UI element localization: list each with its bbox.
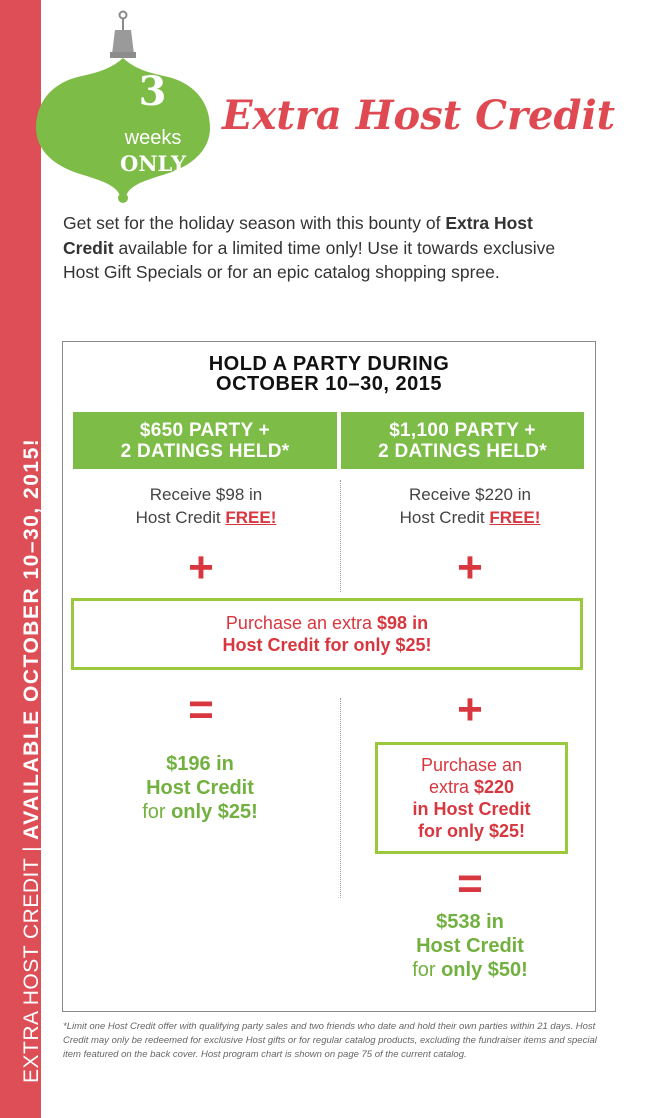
free-label: FREE! [225, 508, 277, 527]
sidebar-vertical-text [20, 438, 44, 1083]
result-line2: Host Credit [416, 935, 524, 957]
ornament-weeks: weeks [124, 127, 182, 149]
plus-icon: + [188, 543, 214, 592]
right-offer-line2: extra $220 [428, 777, 515, 797]
column-divider [340, 698, 341, 898]
sidebar-separator: | [20, 845, 43, 852]
intro-text-after: available for a limited time only! Use it towards exclusive Host Gift Specials or for an epic catalog shopping spree. [63, 237, 556, 282]
column-divider [340, 480, 341, 592]
tier-header-650 [73, 412, 337, 469]
right-offer-line4: for only $25! [417, 821, 526, 841]
sidebar-thin-text: EXTRA HOST CREDIT [20, 857, 43, 1083]
headline: Extra Host Credit [222, 92, 616, 139]
right-offer-line1: Purchase an [420, 755, 523, 775]
left-result [100, 752, 300, 824]
right-result [370, 910, 570, 982]
tier-header-line1: $650 PARTY + [139, 419, 271, 441]
intro-text-before: Get set for the holiday season with this bounty of [63, 213, 441, 233]
tier-header-line2: 2 DATINGS HELD* [378, 440, 547, 462]
ornament-only: ONLY [120, 151, 186, 176]
receive-line1: Receive $220 in [409, 485, 531, 504]
result-line3: for only $50! [412, 959, 528, 981]
tier-header-1100 [341, 412, 584, 469]
receive-line1: Receive $98 in [149, 485, 263, 504]
equals-icon: = [457, 859, 483, 908]
receive-text-left [91, 483, 321, 529]
offer-title-line2: OCTOBER 10–30, 2015 [216, 373, 442, 395]
intro-text-bold: Extra Host Credit [63, 213, 533, 258]
intro-paragraph [63, 211, 583, 285]
ornament-number: 3 [138, 68, 167, 115]
shared-offer-line2: Host Credit for only $25! [222, 635, 432, 655]
ornament-badge [30, 10, 215, 206]
receive-line2: Host Credit FREE! [399, 508, 541, 527]
shared-offer-line1: Purchase an extra $98 in [225, 613, 429, 633]
right-offer-box [375, 742, 568, 854]
result-line2: Host Credit [146, 777, 254, 799]
plus-icon: + [457, 543, 483, 592]
plus-icon: + [457, 685, 483, 734]
sidebar-bold-text: AVAILABLE OCTOBER 10–30, 2015! [20, 437, 43, 840]
footnote: *Limit one Host Credit offer with qualifying party sales and two friends who date and hold their own parties within 21 days. Host Credit may only be redeemed for exclusive Host gifts or for regular catalog products, excluding the fundraiser items and special item featured on the back cover. Host program chart is shown on page 75 of the current catalog. [63, 1021, 597, 1060]
shared-offer-box [71, 598, 583, 670]
right-offer-line3: in Host Credit [412, 799, 531, 819]
receive-text-right [355, 483, 585, 529]
result-line1: $538 in [436, 911, 504, 933]
result-line1: $196 in [166, 753, 234, 775]
free-label: FREE! [489, 508, 541, 527]
offer-box-title [62, 354, 596, 394]
offer-title-line1: HOLD A PARTY DURING [208, 353, 450, 375]
tier-header-line2: 2 DATINGS HELD* [120, 440, 290, 462]
equals-icon: = [188, 685, 214, 734]
tier-header-line1: $1,100 PARTY + [389, 419, 536, 441]
receive-line2: Host Credit FREE! [135, 508, 277, 527]
result-line3: for only $25! [142, 801, 258, 823]
